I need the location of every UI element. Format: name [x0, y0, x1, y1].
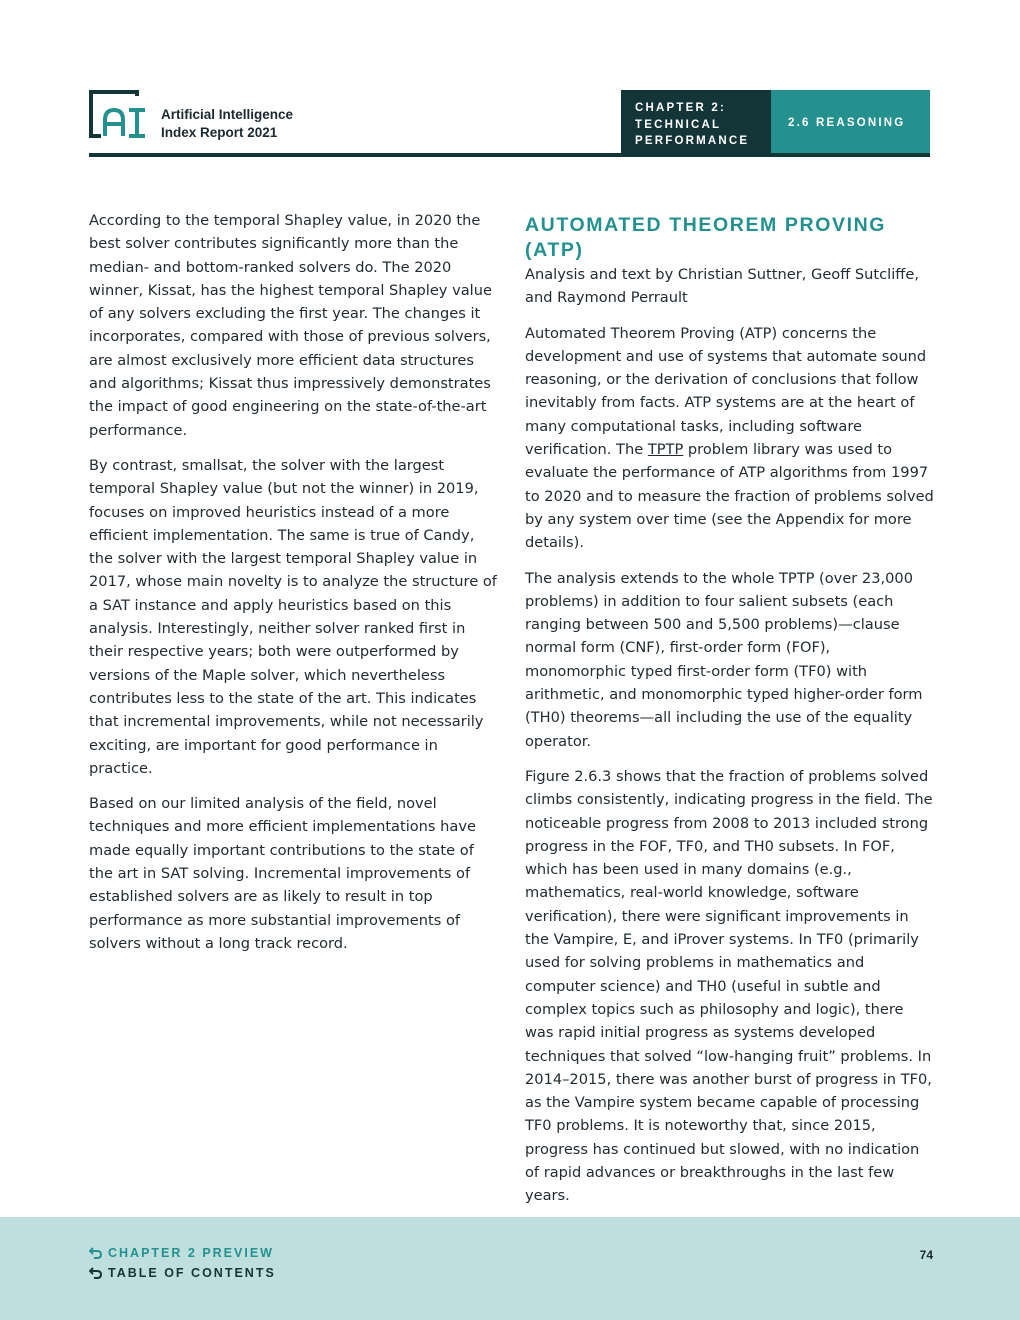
byline: Analysis and text by Christian Suttner, Geoff Sutcliffe, and Raymond Perrault	[525, 266, 919, 307]
right-column	[525, 209, 935, 1220]
ai-index-logo	[89, 90, 149, 140]
report-title-line1: Artificial Intelligence	[161, 107, 294, 122]
section-heading: AUTOMATED THEOREM PROVING (ATP)	[525, 214, 887, 261]
body-paragraph: According to the temporal Shapley value, in 2020 the best solver contributes significantly more than the median- and bottom-ranked solvers do. The 2020 winner, Kissat, has the highest temporal Shapley value of any solvers excluding the first year. The changes it incorporates, compared with those of previous solvers, are almost exclusively more efficient data structures and algorithms; Kissat thus impressively demonstrates the impact of good engineering on the state-of-the-art performance.	[89, 212, 492, 439]
chapter-label-line2: TECHNICAL	[635, 118, 722, 131]
chapter-label-line3: PERFORMANCE	[635, 135, 750, 147]
page-footer	[0, 1217, 1020, 1320]
table-of-contents-label: TABLE OF CONTENTS	[108, 1266, 276, 1280]
paragraph-text: problem library was used to evaluate the performance of ATP algorithms from 1997 to 2020 and to measure the fraction of problems solved by any system over time (see the Appendix for more details).	[525, 441, 934, 552]
report-title-line2: Index Report 2021	[161, 125, 278, 140]
left-column	[89, 209, 499, 967]
chapter-preview-label: CHAPTER 2 PREVIEW	[108, 1246, 274, 1260]
body-paragraph: The analysis extends to the whole TPTP (over 23,000 problems) in addition to four salient subsets (each ranging between 500 and 5,500 problems)—clause normal form (CNF), first-order form (FOF), monomorphic typed first-order form (TF0) with arithmetic, and monomorphic typed higher-order form (TH0) theorems—all including the use of the equality operator.	[525, 569, 923, 750]
header-divider	[89, 153, 930, 157]
return-arrow-icon	[89, 1246, 103, 1259]
chapter-preview-link[interactable]	[89, 1246, 274, 1260]
section-tab[interactable]	[771, 90, 930, 154]
table-of-contents-link[interactable]	[89, 1266, 276, 1280]
body-paragraph: Figure 2.6.3 shows that the fraction of problems solved climbs consistently, indicating progress in the field. The noticeable progress from 2008 to 2013 included strong progress in the FOF, TF0, and TH0 subsets. In FOF, which has been used in many domains (e.g., mathematics, real-world knowledge, software verification), there were significant improvements in the Vampire, E, and iProver systems. In TF0 (primarily used for solving problems in mathematics and computer science) and TH0 (useful in subtle and complex topics such as philosophy and logic), there was rapid initial progress as systems developed techniques that solved “low-hanging fruit” problems. In 2014–2015, there was another burst of progress in TF0, as the Vampire system became capable of processing TF0 problems. It is noteworthy that, since 2015, progress has continued but slowed, with no indication of rapid advances or breakthroughs in the last few years.	[525, 767, 933, 1205]
page-header	[89, 90, 930, 157]
return-arrow-icon	[89, 1266, 103, 1279]
body-paragraph	[525, 322, 935, 555]
chapter-label-line1: CHAPTER 2:	[635, 102, 727, 114]
body-paragraph: By contrast, smallsat, the solver with the largest temporal Shapley value (but not the winner) in 2019, focuses on improved heuristics instead of a more efficient implementation. The same is true of Candy, the solver with the largest temporal Shapley value in 2017, whose main novelty is to analyze the structure of a SAT instance and apply heuristics based on this analysis. Interestingly, neither solver ranked first in their respective years; both were outperformed by versions of the Maple solver, which nevertheless contributes less to the state of the art. This indicates that incremental improvements, while not necessarily exciting, are important for good performance in practice.	[89, 456, 497, 777]
report-title	[161, 106, 361, 142]
chapter-tab[interactable]	[621, 90, 771, 154]
section-label: 2.6 REASONING	[788, 117, 906, 129]
tptp-link[interactable]: TPTP	[647, 441, 684, 459]
page-number: 74	[919, 1248, 933, 1262]
paragraph-text: Automated Theorem Proving (ATP) concerns the development and use of systems that automate sound reasoning, or the derivation of conclusions that follow inevitably from facts. ATP systems are at the heart of many computational tasks, including software verification. The	[525, 324, 927, 459]
body-paragraph: Based on our limited analysis of the field, novel techniques and more efficient implementations have made equally important contributions to the state of the art in SAT solving. Incremental improvements of established solvers are as likely to result in top performance as more substantial improvements of solvers without a long track record.	[89, 795, 476, 952]
